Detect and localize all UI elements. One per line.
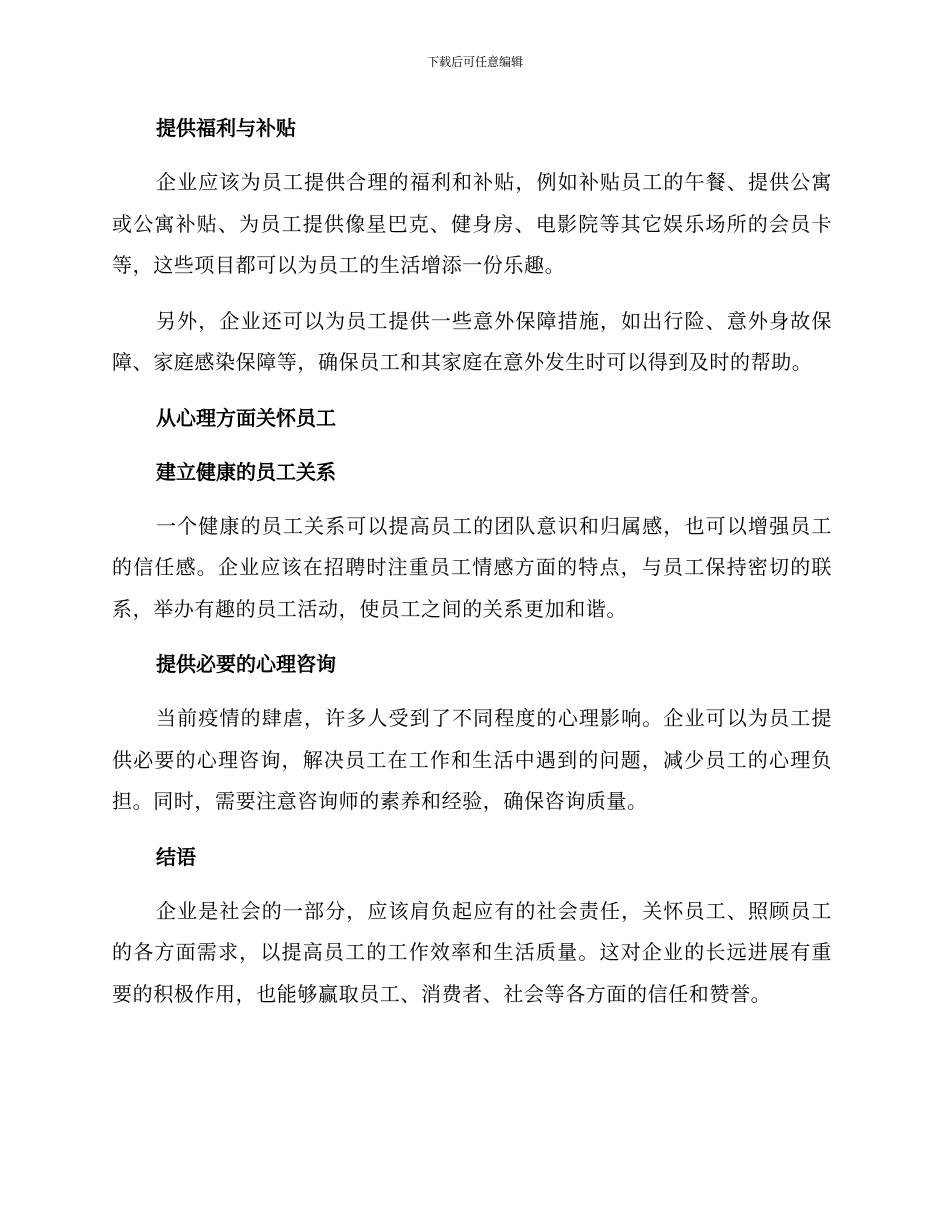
section-heading-conclusion: 结语	[156, 844, 196, 869]
paragraph-counseling: 当前疫情的肆虐，许多人受到了不同程度的心理影响。企业可以为员工提供必要的心理咨询，解决员工在工作和生活中遇到的问题，减少员工的心理负担。同时，需要注意咨询师的素养和经验，确保咨询质量。	[112, 706, 832, 813]
document-body	[112, 108, 832, 1029]
section-heading-counseling: 提供必要的心理咨询	[156, 652, 336, 676]
section-heading-employee-relations: 建立健康的员工关系	[156, 459, 336, 484]
page-header: 下载后可任意编辑	[426, 55, 523, 69]
paragraph-conclusion: 企业是社会的一部分，应该肩负起应有的社会责任，关怀员工、照顾员工的各方面需求，以提高员工的工作效率和生活质量。这对企业的长远进展有重要的积极作用，也能够赢取员工、消费者、社会等各方面的信任和赞誉。	[112, 898, 832, 1006]
paragraph-accident-protection: 另外，企业还可以为员工提供一些意外保障措施，如出行险、意外身故保障、家庭感染保障等，确保员工和其家庭在意外发生时可以得到及时的帮助。	[112, 308, 832, 374]
section-heading-psychological-care: 从心理方面关怀员工	[156, 405, 336, 430]
paragraph-welfare-subsidy: 企业应该为员工提供合理的福利和补贴，例如补贴员工的午餐、提供公寓或公寓补贴、为员工提供像星巴克、健身房、电影院等其它娱乐场所的会员卡等，这些项目都可以为员工的生活增添一份乐趣。	[112, 170, 832, 277]
paragraph-employee-relations: 一个健康的员工关系可以提高员工的团队意识和归属感，也可以增强员工的信任感。企业应该在招聘时注重员工情感方面的特点，与员工保持密切的联系，举办有趣的员工活动，使员工之间的关系更加和谐。	[112, 513, 832, 621]
section-heading-welfare: 提供福利与补贴	[156, 116, 296, 140]
